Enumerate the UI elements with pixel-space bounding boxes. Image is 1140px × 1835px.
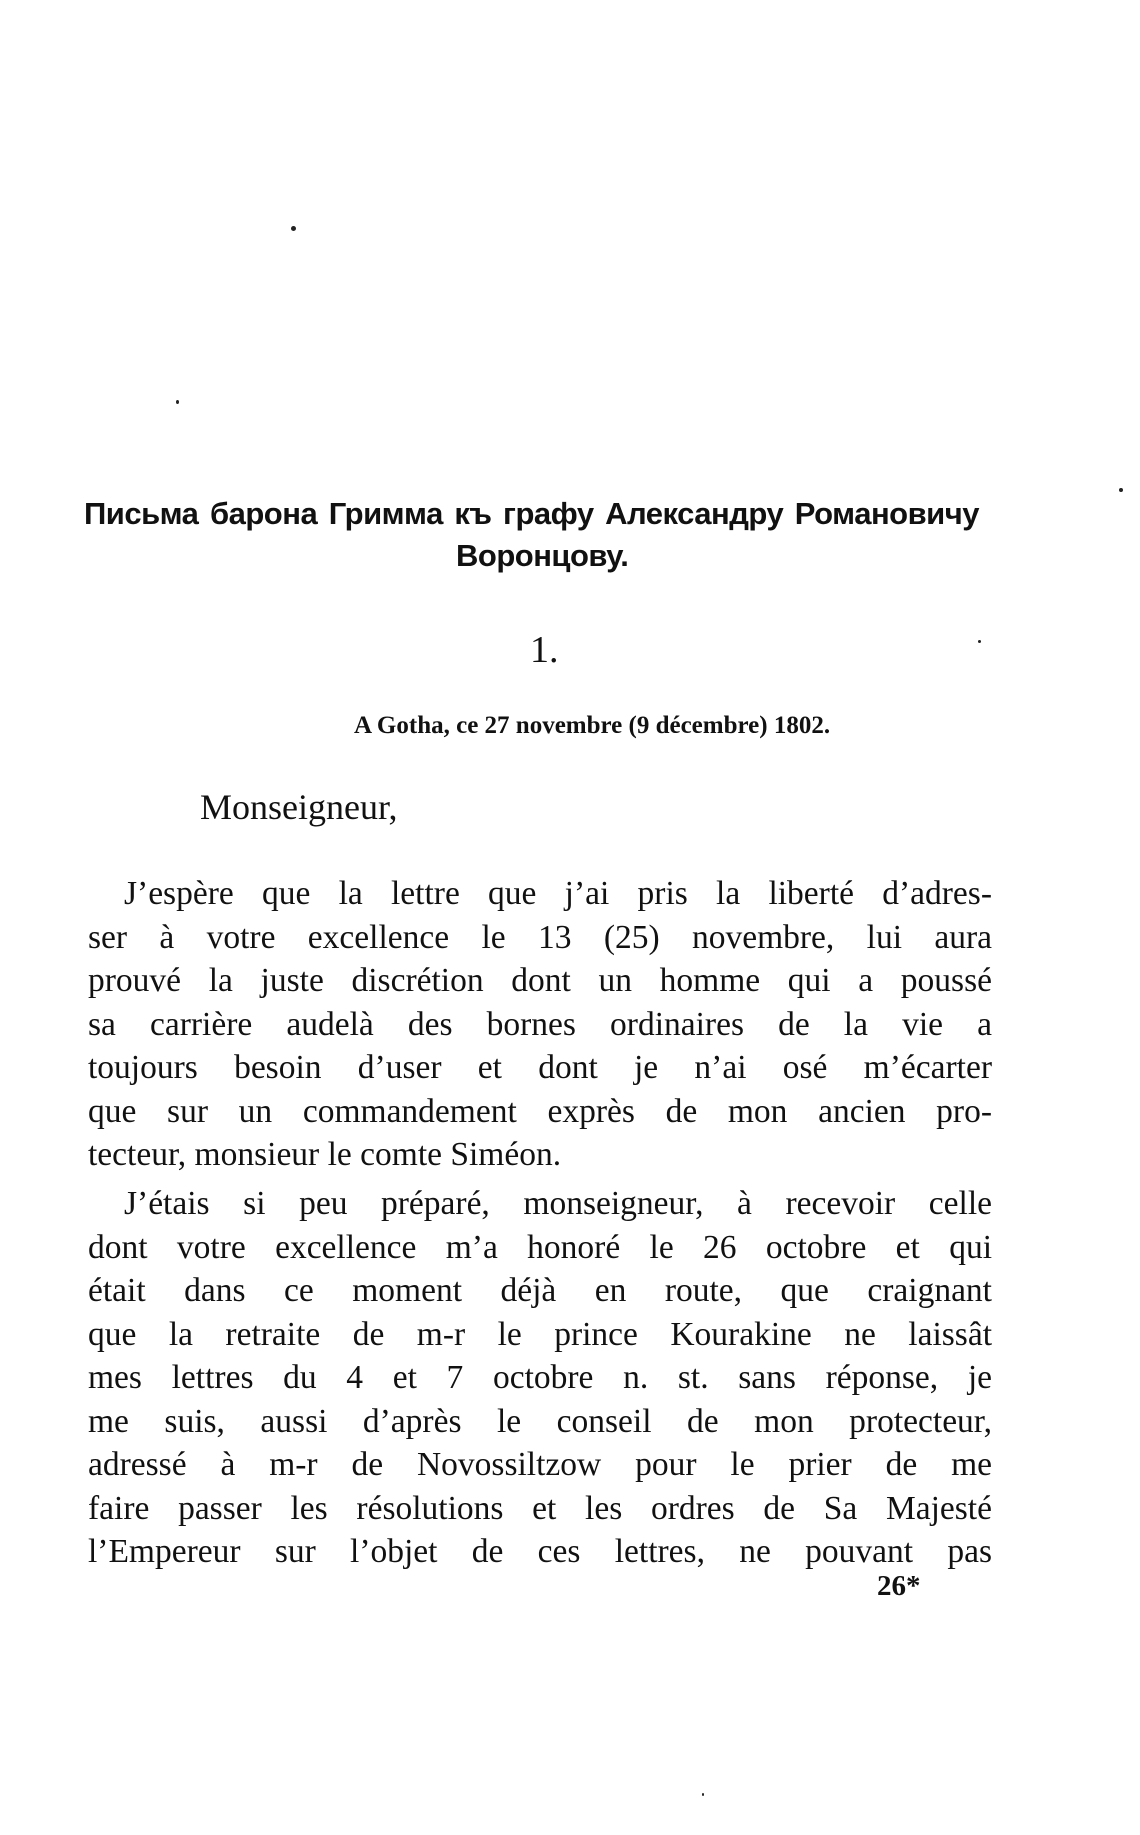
scan-speck — [978, 640, 981, 643]
text-line: me suis, aussi d’après le conseil de mon protecteur, — [88, 1402, 992, 1440]
text-line: tecteur, monsieur le comte Siméon. — [88, 1136, 562, 1173]
signature-mark: 26* — [877, 1570, 921, 1602]
text-line: faire passer les résolutions et les ordres de Sa Majesté — [88, 1489, 992, 1527]
text-line: mes lettres du 4 et 7 octobre n. st. sans réponse, je — [88, 1359, 992, 1396]
text-line: J’étais si peu préparé, monseigneur, à recevoir celle — [124, 1185, 992, 1222]
text-line: sa carrière audelà des bornes ordinaires de la vie a — [88, 1005, 992, 1043]
title-word: Романовичу — [794, 496, 979, 531]
title-word: Письма — [84, 496, 199, 531]
paragraph-1 — [88, 872, 992, 1177]
title-word: Александру — [605, 496, 784, 531]
title-word: барона — [209, 496, 318, 531]
scan-speck — [702, 1793, 704, 1796]
article-title-line-2: Воронцову. — [456, 538, 629, 573]
title-word: графу — [503, 496, 594, 531]
paragraph-2 — [88, 1182, 992, 1574]
article-title-line-1 — [84, 496, 979, 532]
text-line: prouvé la juste discrétion dont un homme qui a poussé — [88, 962, 992, 999]
title-word: Гримма — [328, 496, 443, 531]
text-line: dont votre excellence m’a honoré le 26 octobre et qui — [88, 1228, 992, 1266]
dateline: A Gotha, ce 27 novembre (9 décembre) 1802. — [354, 712, 831, 739]
text-line: l’Empereur sur l’objet de ces lettres, ne pouvant pas — [88, 1533, 992, 1570]
text-line: que la retraite de m-r le prince Kourakine ne laissât — [88, 1315, 992, 1353]
text-line: J’espère que la lettre que j’ai pris la liberté d’adres- — [124, 875, 992, 912]
text-line: adressé à m-r de Novossiltzow pour le prier de me — [88, 1446, 992, 1483]
scan-speck — [291, 226, 296, 231]
text-line: ser à votre excellence le 13 (25) novembre, lui aura — [88, 918, 992, 956]
scan-speck — [1119, 488, 1123, 492]
salutation: Monseigneur, — [200, 787, 398, 827]
text-line: toujours besoin d’user et dont je n’ai osé m’écarter — [88, 1049, 992, 1086]
scan-speck — [176, 400, 179, 404]
title-word: къ — [454, 496, 492, 531]
letter-number: 1. — [530, 629, 559, 671]
text-line: que sur un commandement exprès de mon ancien pro- — [88, 1092, 992, 1130]
text-line: était dans ce moment déjà en route, que craignant — [88, 1272, 992, 1309]
